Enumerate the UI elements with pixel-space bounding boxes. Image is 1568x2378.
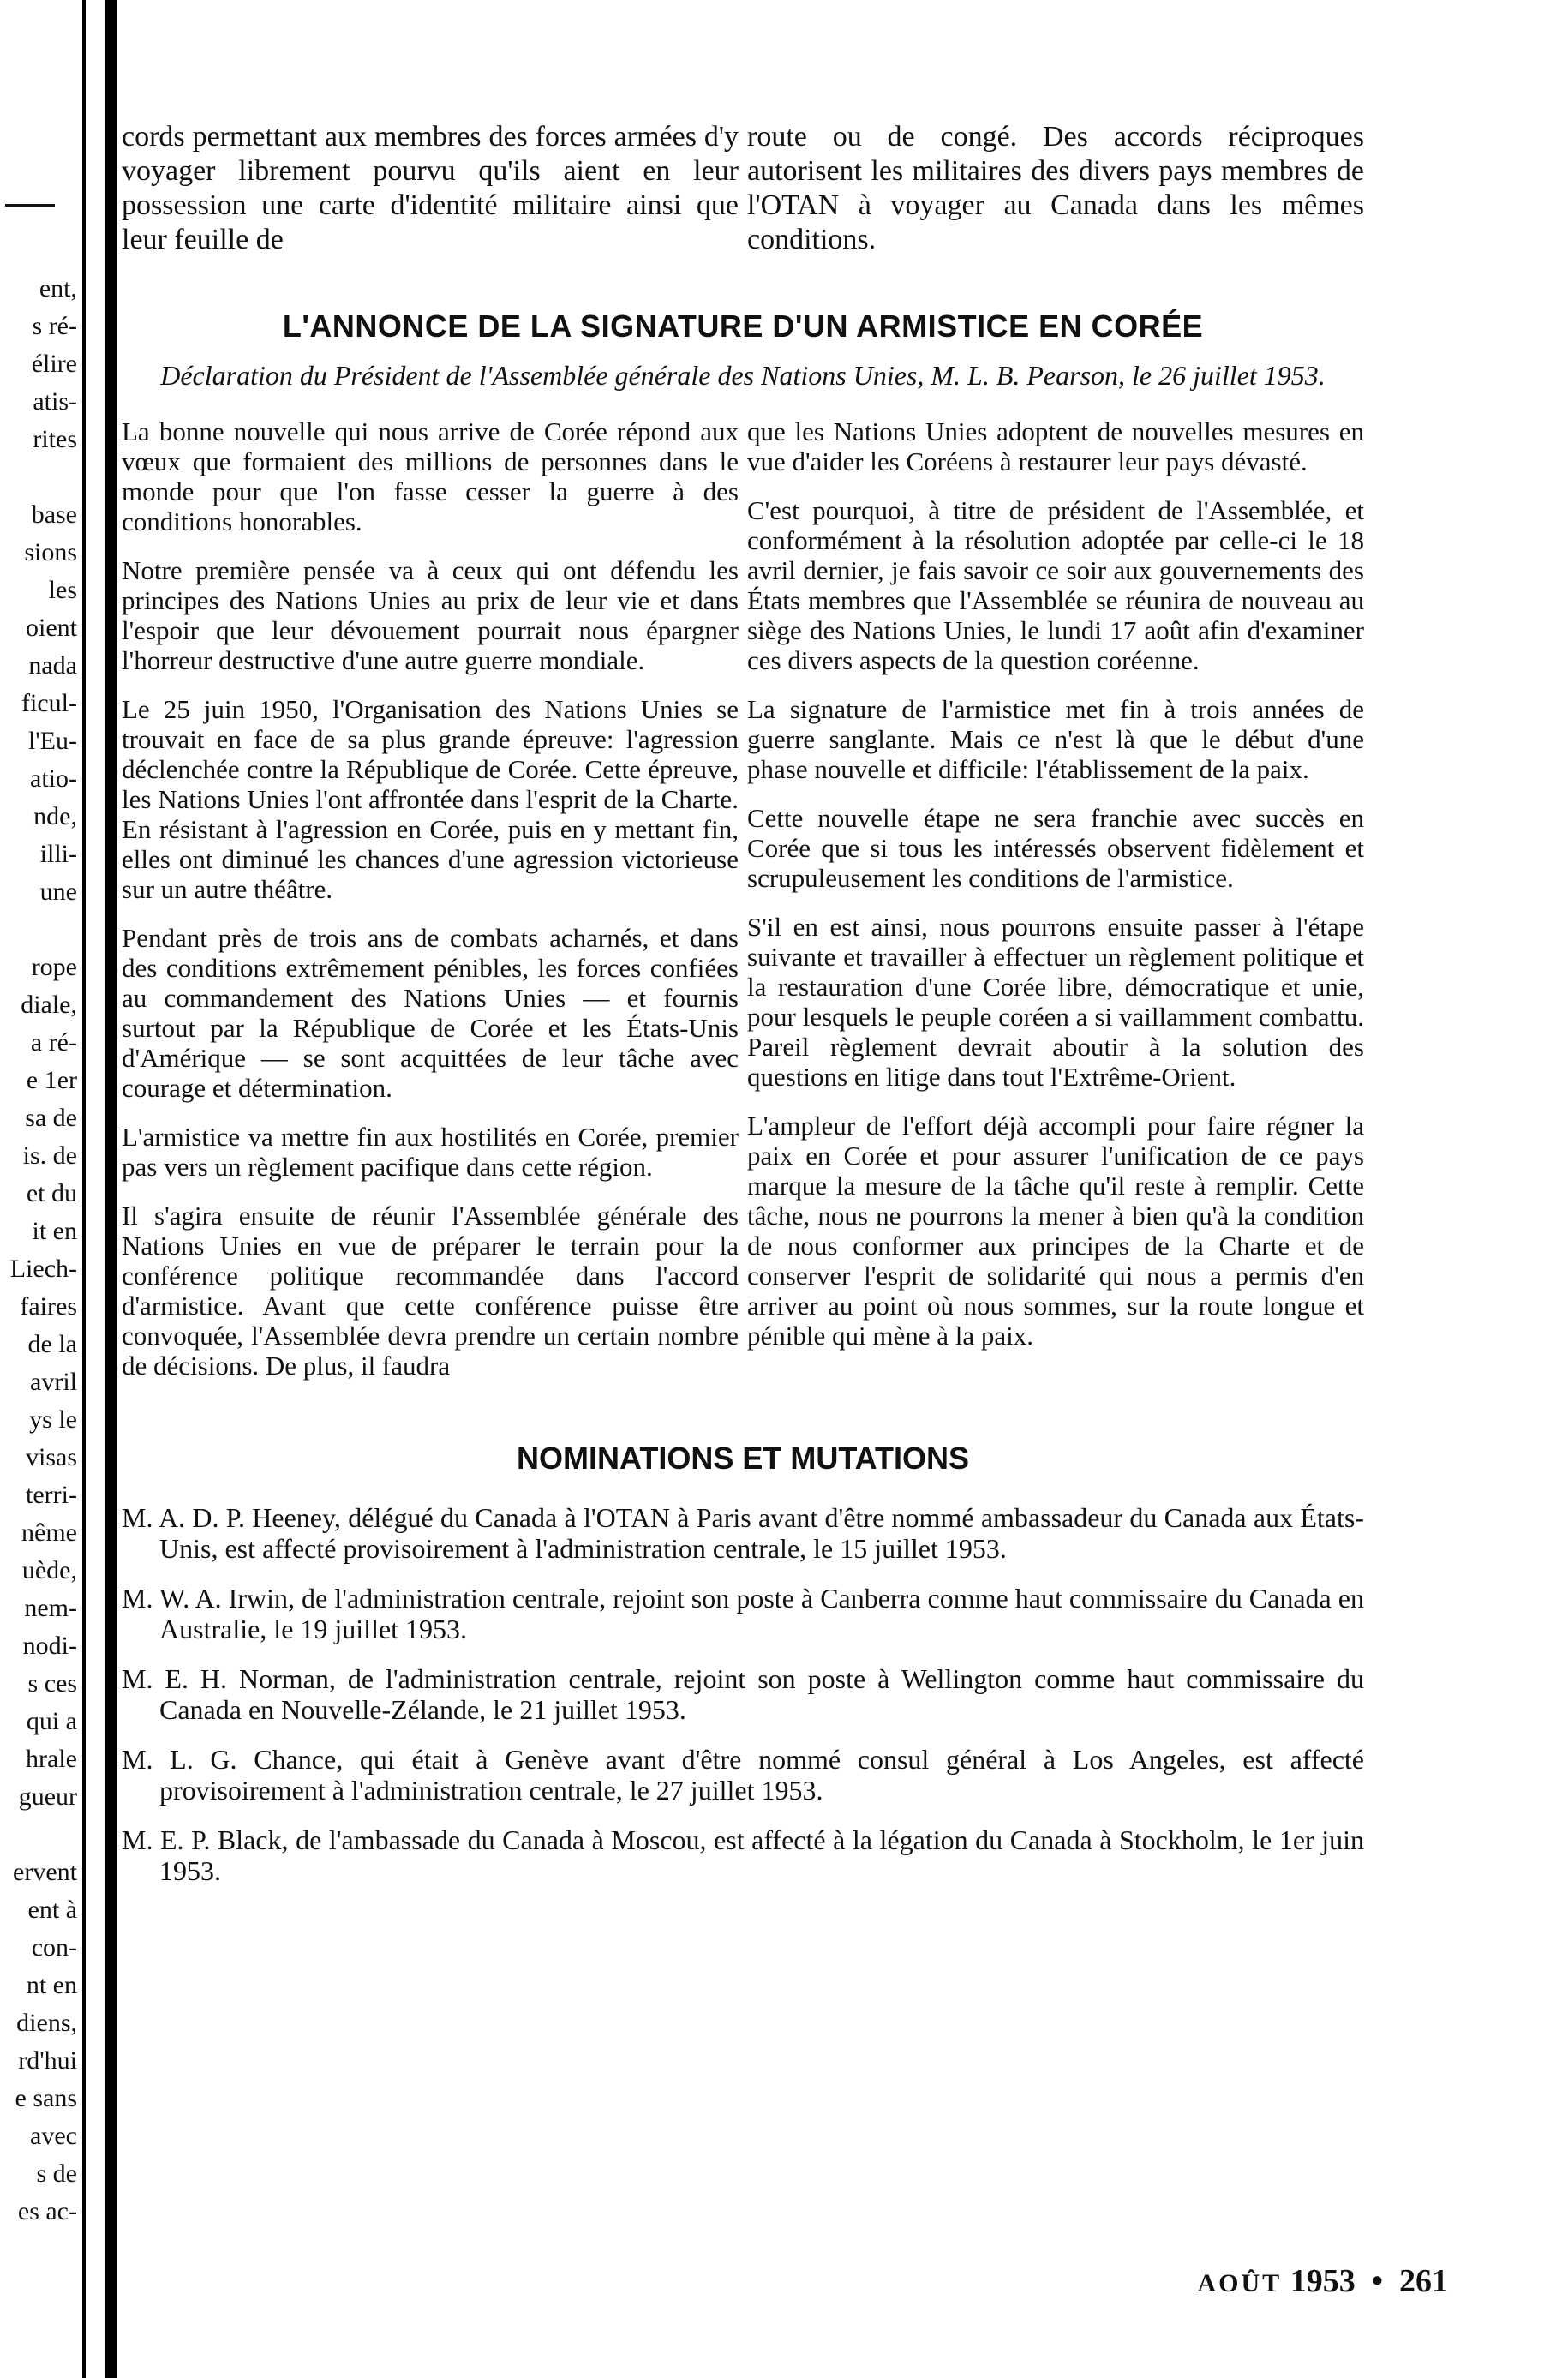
gutter-fragment: diens,	[16, 2009, 77, 2037]
gutter-fragment: élire	[31, 350, 77, 378]
article-left-column	[122, 416, 739, 1381]
nominations-list	[122, 1502, 1364, 1886]
gutter-fragment: illi-	[39, 840, 77, 868]
gutter-fragment: nême	[21, 1518, 77, 1547]
article-paragraph: Notre première pensée va à ceux qui ont défendu les principes des Nations Unies au prix de leur vie et dans l'espoir que leur dévouement pourrait nous épargner l'horreur destructive d'une autre guerre mondiale.	[122, 555, 739, 675]
gutter-fragment: et du	[26, 1179, 77, 1207]
footer-separator: •	[1371, 2263, 1383, 2299]
gutter-fragment: avril	[30, 1368, 77, 1396]
article-subtitle: Déclaration du Président de l'Assemblée générale des Nations Unies, M. L. B. Pearson, le 26 juillet 1953.	[160, 360, 1326, 391]
gutter-fragment: de la	[27, 1330, 77, 1358]
gutter-fragment: ent,	[39, 274, 77, 302]
gutter-fragment: oient	[26, 614, 77, 642]
gutter-fragment: sions	[24, 538, 77, 566]
gutter-fragment: e sans	[15, 2084, 77, 2112]
gutter-fragment: atio-	[30, 764, 77, 793]
gutter-fragment: uède,	[21, 1556, 77, 1584]
gutter-fragment: avec	[30, 2122, 77, 2150]
gutter-fragment: sa de	[25, 1104, 77, 1132]
continued-right-text: route ou de congé. Des accords réciproques autorisent les militaires des divers pays membres de l'OTAN à voyager au Canada dans les mêmes conditions.	[747, 121, 1364, 255]
continued-text	[122, 120, 1364, 257]
gutter-fragment: nt en	[26, 1971, 77, 1999]
article-paragraph: C'est pourquoi, à titre de président de l'Assemblée, et conformément à la résolution adoptée par celle-ci le 18 avril dernier, je fais savoir ce soir aux gouvernements des États membres que l'Assemblée se réunira de nouveau au siège des Nations Unies, le lundi 17 août afin d'examiner ces divers aspects de la question coréenne.	[747, 495, 1364, 675]
binding-edge	[0, 0, 120, 2378]
gutter-fragment: une	[39, 878, 77, 906]
gutter-fragment: ys le	[29, 1405, 77, 1434]
gutter-fragment: terri-	[26, 1481, 77, 1509]
gutter-fragment: diale,	[21, 991, 77, 1019]
gutter-fragment: atis-	[33, 387, 77, 416]
article-paragraph: L'ampleur de l'effort déjà accompli pour faire régner la paix en Corée et pour assurer l'unification de ce pays marque la mesure de la tâche qu'il reste à remplir. Cette tâche, nous ne pourrons la mener à bien qu'à la condition de nous conformer aux principes de la Charte et de conserver l'esprit de solidarité qui nous a permis d'en arriver au point où nous sommes, sur la route longue et pénible qui mène à la paix.	[747, 1111, 1364, 1351]
gutter-fragment: ent à	[27, 1896, 77, 1924]
nominations-title: NOMINATIONS ET MUTATIONS	[517, 1441, 969, 1476]
gutter-fragment: faires	[20, 1292, 77, 1321]
article-paragraph: Pendant près de trois ans de combats acharnés, et dans des conditions extrêmement pénibles, les forces confiées au commandement des Nations Unies — et fournis surtout par la République de Corée et les États-Unis d'Amérique — se sont acquittées de leur tâche avec courage et détermination.	[122, 923, 739, 1103]
page-number: 261	[1399, 2263, 1448, 2299]
gutter-fragment: es ac-	[17, 2197, 77, 2225]
continued-right-column	[747, 120, 1364, 257]
nomination-item: M. A. D. P. Heeney, délégué du Canada à l'OTAN à Paris avant d'être nommé ambassadeur du Canada aux États-Unis, est affecté provisoirement à l'administration centrale, le 15 juillet 1953.	[122, 1502, 1364, 1564]
nomination-item: M. E. H. Norman, de l'administration centrale, rejoint son poste à Wellington comme haut commissaire du Canada en Nouvelle-Zélande, le 21 juillet 1953.	[122, 1663, 1364, 1725]
binding-edge-thick	[105, 0, 117, 2378]
gutter-fragment: nada	[28, 651, 77, 680]
gutter-fragment: ervent	[13, 1858, 77, 1886]
article-right-column	[747, 416, 1364, 1381]
gutter-fragment: nde,	[33, 802, 77, 830]
article-paragraph: La signature de l'armistice met fin à trois années de guerre sanglante. Mais ce n'est là que le début d'une phase nouvelle et difficile: l'établissement de la paix.	[747, 694, 1364, 784]
continued-left-text: cords permettant aux membres des forces armées d'y voyager librement pourvu qu'ils aient en leur possession une carte d'identité militaire ainsi que leur feuille de	[122, 121, 739, 255]
gutter-fragment: visas	[26, 1443, 77, 1471]
gutter-fragment: s ces	[27, 1669, 77, 1698]
nomination-item: M. L. G. Chance, qui était à Genève avant d'être nommé consul général à Los Angeles, est affecté provisoirement à l'administration centrale, le 27 juillet 1953.	[122, 1744, 1364, 1806]
article-paragraph: La bonne nouvelle qui nous arrive de Corée répond aux vœux que formaient des millions de personnes dans le monde pour que l'on fasse cesser la guerre à des conditions honorables.	[122, 416, 739, 536]
article-paragraph: Cette nouvelle étape ne sera franchie avec succès en Corée que si tous les intéressés observent fidèlement et scrupuleusement les conditions de l'armistice.	[747, 803, 1364, 893]
gutter-fragment: it en	[32, 1217, 77, 1245]
article-body	[122, 416, 1364, 1381]
article-paragraph: S'il en est ainsi, nous pourrons ensuite passer à l'étape suivante et travailler à effectuer un règlement politique et la restauration d'une Corée libre, démocratique et unie, pour lesquels le peuple coréen a si vaillamment combattu. Pareil règlement devrait aboutir à la solution des questions en litige dans tout l'Extrême-Orient.	[747, 912, 1364, 1092]
article-paragraph: Il s'agira ensuite de réunir l'Assemblée générale des Nations Unies en vue de préparer le terrain pour la conférence politique recommandée dans l'accord d'armistice. Avant que cette conférence puisse être convoquée, l'Assemblée devra prendre un certain nombre de décisions. De plus, il faudra	[122, 1201, 739, 1381]
gutter-fragment: rope	[31, 953, 77, 981]
article-paragraph: L'armistice va mettre fin aux hostilités en Corée, premier pas vers un règlement pacifique dans cette région.	[122, 1122, 739, 1182]
gutter-fragment: a ré-	[30, 1028, 77, 1057]
nomination-item: M. W. A. Irwin, de l'administration centrale, rejoint son poste à Canberra comme haut commissaire du Canada en Australie, le 19 juillet 1953.	[122, 1583, 1364, 1644]
page-content	[122, 120, 1364, 1905]
gutter-fragment: e 1er	[26, 1066, 77, 1094]
armistice-article	[122, 308, 1364, 1381]
gutter-fragment: l'Eu-	[27, 727, 77, 755]
gutter-fragment: gueur	[18, 1782, 77, 1811]
gutter-fragment: rd'hui	[18, 2046, 77, 2075]
article-paragraph: que les Nations Unies adoptent de nouvelles mesures en vue d'aider les Coréens à restaurer leur pays dévasté.	[747, 416, 1364, 476]
gutter-fragment: nem-	[24, 1594, 77, 1622]
gutter-fragment: rites	[33, 425, 77, 453]
page-footer	[1198, 2262, 1449, 2300]
article-title: L'ANNONCE DE LA SIGNATURE D'UN ARMISTICE EN CORÉE	[282, 308, 1204, 344]
gutter-fragment: s de	[36, 2159, 77, 2188]
gutter-fragment: base	[31, 500, 77, 529]
continued-left-column	[122, 120, 739, 257]
article-paragraph: Le 25 juin 1950, l'Organisation des Nations Unies se trouvait en face de sa plus grande épreuve: l'agression déclenchée contre la République de Corée. Cette épreuve, les Nations Unies l'ont affrontée dans l'esprit de la Charte. En résistant à l'agression en Corée, puis en y mettant fin, elles ont diminué les chances d'une agression victorieuse sur un autre théâtre.	[122, 694, 739, 904]
gutter-fragment: nodi-	[22, 1632, 77, 1660]
gutter-fragment: Liech-	[9, 1255, 77, 1283]
gutter-fragment: con-	[31, 1933, 77, 1962]
gutter-fragment: s ré-	[32, 312, 77, 340]
gutter-fragment: hrale	[26, 1745, 77, 1773]
nomination-item: M. E. P. Black, de l'ambassade du Canada à Moscou, est affecté à la légation du Canada à Stockholm, le 1er juin 1953.	[122, 1824, 1364, 1886]
gutter-fragment: ficul-	[21, 689, 77, 717]
gutter-fragment: is. de	[22, 1141, 77, 1170]
gutter-fragment: qui a	[26, 1707, 77, 1735]
gutter-fragment: les	[48, 576, 77, 604]
footer-month: AOÛT	[1197, 2269, 1283, 2297]
footer-year: 1953	[1290, 2263, 1356, 2299]
